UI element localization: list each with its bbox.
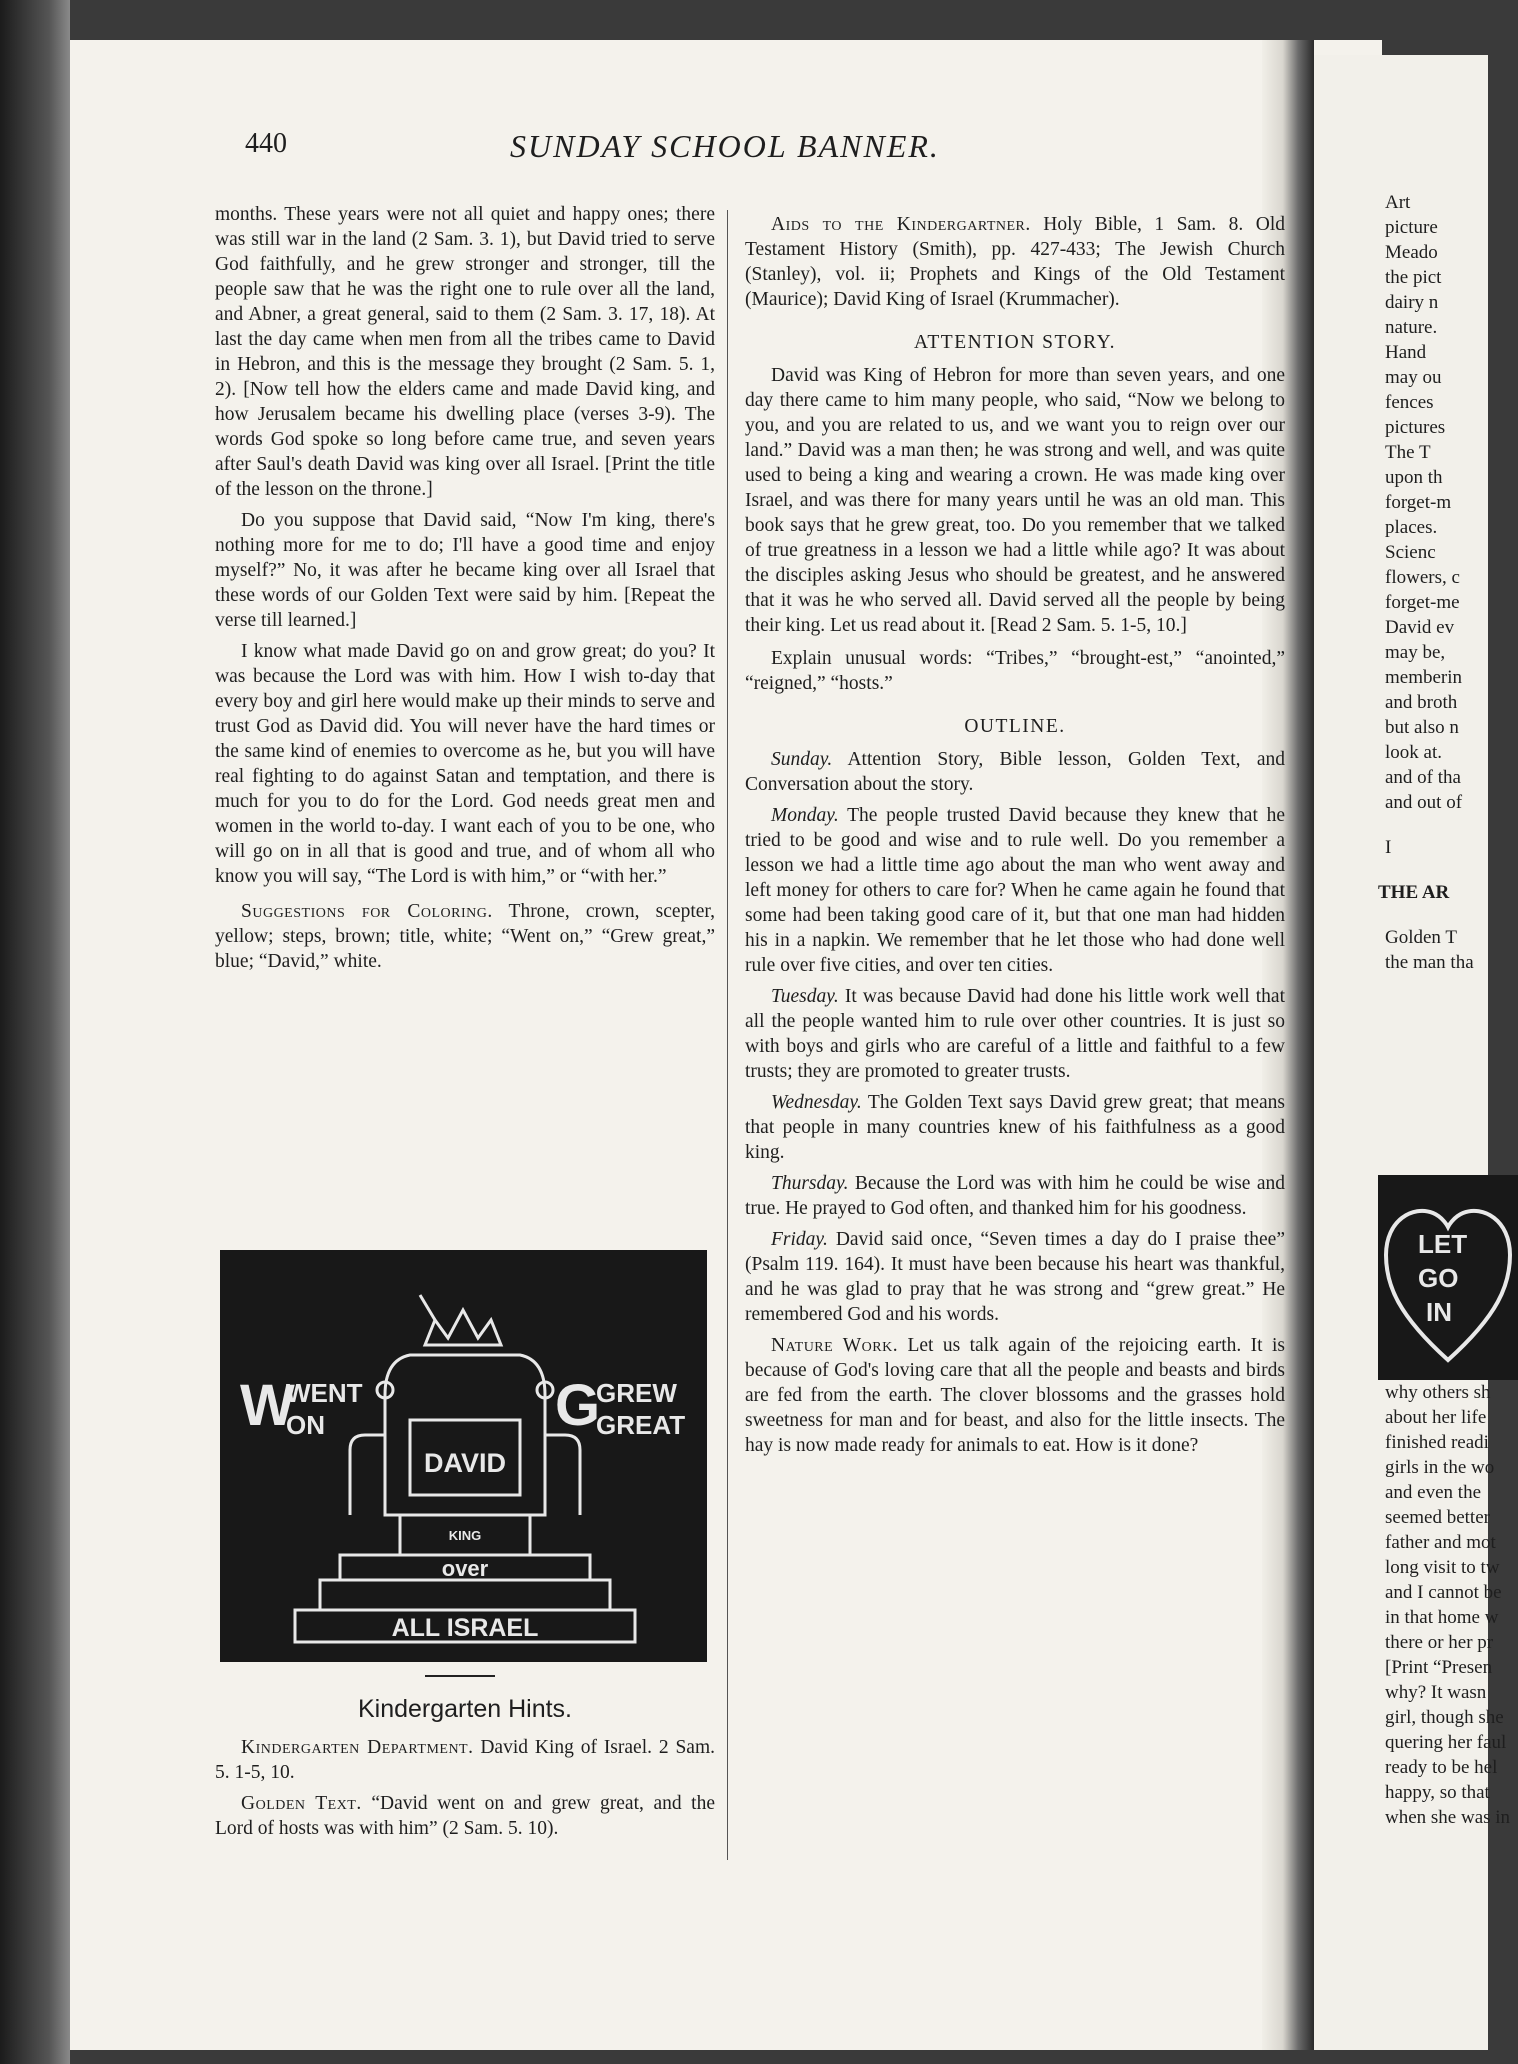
outline-heading: OUTLINE. xyxy=(964,716,1066,737)
right-page-fragment: girl, though she xyxy=(1385,1707,1504,1728)
right-page-fragment: father and mot xyxy=(1385,1532,1496,1553)
right-page-fragment: places. xyxy=(1385,517,1438,538)
golden-text-body: “David went on and grew great, and the Lord of hosts was with him” (2 Sam. 5. 10). xyxy=(215,1793,716,1839)
illustration-all-israel: ALL ISRAEL xyxy=(391,1614,539,1642)
right-page-fragment: but also n xyxy=(1385,717,1459,738)
aids-label: Aids to the Kindergartner. xyxy=(771,214,1031,235)
illustration-went-initial: W xyxy=(240,1373,295,1438)
kindergarten-hints-body xyxy=(215,1735,715,1847)
outline-text: It was because David had done his little work well that all the people wanted him to rule over other countries. It is just so with boys and girls who are careful of a little and faithful to a few trusts; they are promoted to greater trusts. xyxy=(745,986,1286,1082)
right-page-fragment: and even the xyxy=(1385,1482,1482,1503)
right-page-fragment: about her life xyxy=(1385,1407,1487,1428)
right-page-fragment: The T xyxy=(1385,442,1431,463)
explain-words: Explain unusual words: “Tribes,” “brought-est,” “anointed,” “reigned,” “hosts.” xyxy=(745,648,1285,694)
illustration-over: over xyxy=(441,1556,489,1581)
right-page-fragment: Golden T xyxy=(1385,927,1457,948)
attention-story-heading: ATTENTION STORY. xyxy=(913,332,1117,353)
kindergarten-hints-title: Kindergarten Hints. xyxy=(357,1695,572,1723)
outline-day: Friday. xyxy=(771,1229,828,1250)
coloring-label: Suggestions for Coloring. xyxy=(241,901,493,922)
aids-paragraph xyxy=(745,212,1285,312)
throne-step-2 xyxy=(320,1580,610,1610)
outline-day: Tuesday. xyxy=(771,986,839,1007)
right-page-fragment: nature. xyxy=(1385,317,1438,338)
right-page-fragment: pictures xyxy=(1385,417,1446,438)
right-page-fragment: may ou xyxy=(1385,367,1442,388)
column-divider xyxy=(727,210,728,1860)
right-page-fragment: forget-m xyxy=(1385,492,1452,513)
right-page-fragment: ready to be hel xyxy=(1385,1757,1498,1778)
right-page-fragment: Hand xyxy=(1385,342,1427,363)
body-paragraph: Do you suppose that David said, “Now I'm king, there's nothing more for me to do; I'll have a good time and enjoy myself?” No, it was after he became king over all Israel that these words of our Golden Text were said by him. [Repeat the verse till learned.] xyxy=(215,510,715,631)
right-page-fragment: Art xyxy=(1385,192,1411,213)
right-page-fragment: picture xyxy=(1385,217,1438,238)
outline-day: Sunday. xyxy=(771,749,833,770)
right-page-fragment: the man tha xyxy=(1385,952,1474,973)
right-page-fragment: dairy n xyxy=(1385,292,1439,313)
right-page-fragment: Meado xyxy=(1385,242,1438,263)
right-page-fragment: long visit to tw xyxy=(1385,1557,1500,1578)
outline-item xyxy=(745,803,1285,978)
illustration-went: WENT xyxy=(286,1378,363,1408)
outline-text: The Golden Text says David grew great; that means that people in many countries knew of his faithfulness as a good king. xyxy=(745,1092,1285,1163)
running-title: SUNDAY SCHOOL BANNER. xyxy=(510,128,940,164)
department-text: David King of Israel. 2 Sam. 5. 1-5, 10. xyxy=(215,1737,715,1783)
right-page-fragment: and of tha xyxy=(1385,767,1461,788)
outline-day: Wednesday. xyxy=(771,1092,862,1113)
outline-text: Attention Story, Bible lesson, Golden Text, and Conversation about the story. xyxy=(745,749,1285,795)
right-page-fragment: I xyxy=(1385,837,1392,858)
right-page-fragment: why others sh xyxy=(1385,1382,1491,1403)
coloring-text: Throne, crown, scepter, yellow; steps, brown; title, white; “Went on,” “Grew great,” blue; “David,” white. xyxy=(215,901,715,972)
heart-text-line: GO xyxy=(1418,1263,1459,1293)
illustration-grew-initial: G xyxy=(555,1373,601,1438)
right-page-fragment: girls in the wo xyxy=(1385,1457,1495,1478)
outline-item xyxy=(745,1171,1285,1221)
left-column xyxy=(215,202,715,980)
heart-text-line: IN xyxy=(1426,1297,1452,1327)
outline-item xyxy=(745,1227,1285,1327)
nature-work-text: Let us talk again of the rejoicing earth. It is because of God's loving care that all the people and beasts and birds are fed from the earth. The clover blossoms and the grasses hold sweetness for man and for beast, and also for the little insects. The hay is now made ready for animals to eat. How is it done? xyxy=(745,1335,1285,1456)
golden-text xyxy=(215,1791,715,1841)
body-paragraph: months. These years were not all quiet and happy ones; there was still war in the land (2 Sam. 3. 1), but David tried to serve God faithfully, and he grew stronger and stronger, till the people saw that he was the right one to rule over all the land, and Abner, a great general, said to them (2 Sam. 3. 17, 18). At last the day came when men from all the tribes came to David in Hebron, and this is the message they brought (2 Sam. 5. 1, 2). [Now tell how the elders came and made David king, and how Jerusalem became his dwelling place (verses 3-9). The words God spoke so long before came true, and seven years after Saul's death David was king over all Israel. [Print the title of the lesson on the throne.] xyxy=(215,204,715,500)
outline-text: The people trusted David because they knew that he tried to be good and wise and to rule well. Do you remember a lesson we had a little time ago about the man who went away and left money for others to care for? When he came again he found that some had been taking good care of it, but that one man had hidden his in a napkin. We remember that he let those who had done well rule over five cities, and over ten cities. xyxy=(745,805,1286,976)
outline-item xyxy=(745,1090,1285,1165)
outline-day: Thursday. xyxy=(771,1173,849,1194)
page-number: 440 xyxy=(245,128,287,159)
right-page-fragment: may be, xyxy=(1385,642,1446,663)
right-page-fragment: quering her faul xyxy=(1385,1732,1507,1753)
outline-list xyxy=(745,747,1285,1327)
illustration-david: DAVID xyxy=(423,1448,507,1478)
outline-text: David said once, “Seven times a day do I praise thee” (Psalm 119. 164). It must have been because his heart was thankful, and he was glad to pray that he was strong and “grew great.” He remembered God and his words. xyxy=(745,1229,1285,1325)
page-header xyxy=(245,128,1025,178)
right-page-fragment: forget-me xyxy=(1385,592,1460,613)
illustration-great: GREAT xyxy=(596,1410,686,1440)
heart-illustration xyxy=(1378,1175,1518,1380)
right-page-fragment: memberin xyxy=(1385,667,1463,688)
book-spine-shadow xyxy=(0,0,70,2064)
right-page-fragment: in that home w xyxy=(1385,1607,1499,1628)
outline-text: Because the Lord was with him he could be wise and true. He prayed to God often, and thanked him for his goodness. xyxy=(745,1173,1285,1219)
illustration-on: ON xyxy=(286,1410,325,1440)
right-page-fragment: Scienc xyxy=(1385,542,1436,563)
aids-text: Holy Bible, 1 Sam. 8. Old Testament History (Smith), pp. 427-433; The Jewish Church (Stanley), vol. ii; Prophets and Kings of the Old Testament (Maurice); David King of Israel (Krummacher). xyxy=(745,214,1286,310)
right-page-fragment: [Print “Presen xyxy=(1385,1657,1493,1678)
heart-text-line: LET xyxy=(1418,1229,1468,1259)
outline-item xyxy=(745,747,1285,797)
outline-item xyxy=(745,984,1285,1084)
right-page-fragment: flowers, c xyxy=(1385,567,1460,588)
nature-work-label: Nature Work. xyxy=(771,1335,899,1356)
middle-column xyxy=(745,212,1285,1464)
crown-shape xyxy=(425,1310,501,1345)
right-page-fragment: and out of xyxy=(1385,792,1463,813)
right-page-fragment: finished readi xyxy=(1385,1432,1489,1453)
right-page-fragment: THE AR xyxy=(1378,882,1450,903)
throne-drawing xyxy=(220,1250,707,1662)
throne-illustration xyxy=(220,1250,707,1662)
right-page-fragment: there or her pr xyxy=(1385,1632,1494,1653)
right-page-fragment: seemed better xyxy=(1385,1507,1490,1528)
right-page-fragment: David ev xyxy=(1385,617,1455,638)
illustration-grew: GREW xyxy=(596,1378,677,1408)
right-page-fragment: look at. xyxy=(1385,742,1442,763)
heart-drawing xyxy=(1378,1175,1518,1380)
right-page-fragment: and I cannot be xyxy=(1385,1582,1502,1603)
right-page-fragment: happy, so that xyxy=(1385,1782,1490,1803)
right-page-fragment: when she was in xyxy=(1385,1807,1511,1828)
department-label: Kindergarten Department. xyxy=(241,1737,474,1758)
right-page-fragment: why? It wasn xyxy=(1385,1682,1487,1703)
section-rule xyxy=(425,1675,495,1677)
coloring-suggestions xyxy=(215,899,715,974)
attention-story-text: David was King of Hebron for more than seven years, and one day there came to him many people, who said, “Now we belong to you, and you are related to us, and we want you to reign over our land.” David was a man then; he was strong and well, and was quite used to being a king and wearing a crown. He was made king over Israel, and was there for many years until he was an old man. This book says that he grew great, too. Do you remember that we talked of true greatness in a lesson we had a little while ago? It was about the disciples asking Jesus who should be greatest, and he answered that it was he who served all. David served all the people by being their king. Let us read about it. [Read 2 Sam. 5. 1-5, 10.] xyxy=(745,365,1285,636)
right-page-fragment: and broth xyxy=(1385,692,1458,713)
right-page-fragment: the pict xyxy=(1385,267,1442,288)
right-page-fragment: fences xyxy=(1385,392,1434,413)
right-page-fragment: upon th xyxy=(1385,467,1443,488)
illustration-king: KING xyxy=(448,1528,482,1543)
nature-work xyxy=(745,1333,1285,1458)
outline-day: Monday. xyxy=(771,805,839,826)
golden-text-label: Golden Text. xyxy=(241,1793,362,1814)
body-paragraph: I know what made David go on and grow great; do you? It was because the Lord was with him. How I wish to-day that every boy and girl here would make up their minds to serve and trust God as David did. You will never have the hard times or the same kind of enemies to overcome as he, but you will have real fighting to do against Satan and temptation, and there is much for you to do for the Lord. God needs great men and women in the world to-day. I want each of you to be one, who will go on in all that is good and true, and of whom all who know you will say, “The Lord is with him,” or “with her.” xyxy=(215,641,715,887)
kindergarten-department xyxy=(215,1735,715,1785)
